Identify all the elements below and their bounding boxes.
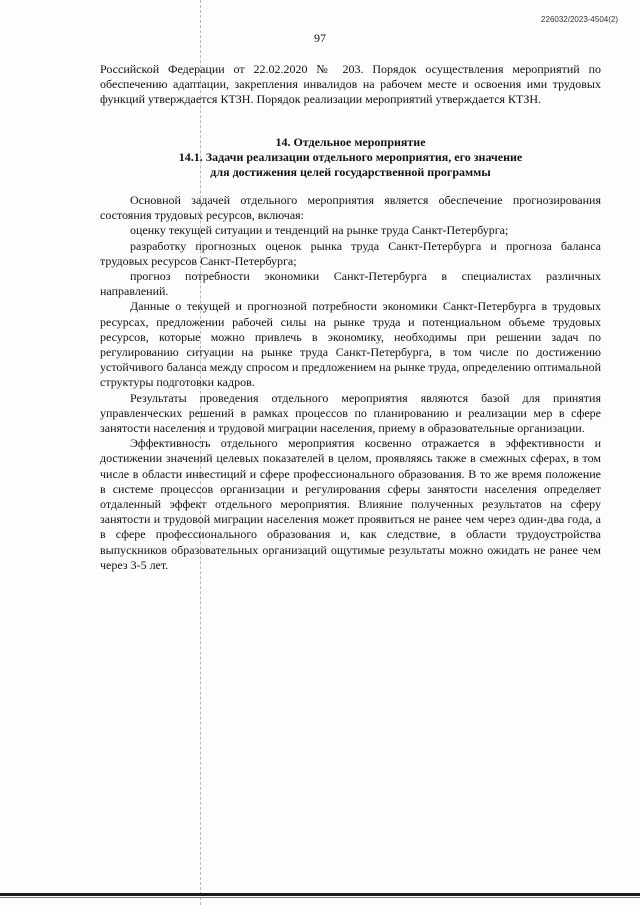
section-title: 14. Отдельное мероприятие xyxy=(275,135,426,149)
paragraph: Эффективность отдельного мероприятия косвенно отражается в эффективности и достижении значений целевых показателей в целом, проявляясь также в смежных сферах, в том числе в области инвестиций и сфере профессионального образования. В то же время положение в системе процессов организации и регулирования сферы занятости населения определяет отдаленный эффект отдельного мероприятия. Влияние полученных результатов на сферу занятости и трудовой миграции населения может проявиться не ранее чем через один-два года, а в сфере профессионального образования и, как следствие, в области трудоустройства выпускников образовательных организаций ощутимые результаты можно ожидать не ранее чем через 3-5 лет. xyxy=(100,436,601,572)
subsection-title-line2: для достижения целей государственной программы xyxy=(210,165,491,179)
intro-paragraph: Российской Федерации от 22.02.2020 № 203. Порядок осуществления мероприятий по обеспечению адаптации, закрепления инвалидов на рабочем месте и освоения ими трудовых функций утверждается КТЗН. Порядок реализации мероприятий утверждается КТЗН. xyxy=(100,62,601,107)
section-body xyxy=(100,193,601,573)
paragraph: Данные о текущей и прогнозной потребности экономики Санкт-Петербурга в трудовых ресурсах, предложении рабочей силы на рынке труда и потенциальном объеме трудовых ресурсов, которые можно привлечь в экономику, необходимы при решении задач по регулированию ситуации на рынке труда Санкт-Петербурга, в том числе по достижению устойчивого баланса между спросом и предложением на рынке труда, определению оптимальной структуры подготовки кадров. xyxy=(100,299,601,390)
intro-text xyxy=(100,62,601,108)
paragraph: Результаты проведения отдельного мероприятия являются базой для принятия управленческих решений в рамках процессов по планированию и реализации мер в сфере занятости населения и трудовой миграции населения, приему в образовательные организации. xyxy=(100,390,601,436)
page-number: 97 xyxy=(314,31,326,45)
subsection-title-line1: 14.1. Задачи реализации отдельного мероприятия, его значение xyxy=(178,150,523,164)
paragraph: разработку прогнозных оценок рынка труда Санкт-Петербурга и прогноза баланса трудовых ресурсов Санкт-Петербурга; xyxy=(100,238,601,268)
scan-bottom-edge xyxy=(0,893,640,896)
paragraph: прогноз потребности экономики Санкт-Петербурга в специалистах различных направлений. xyxy=(100,269,601,299)
paragraph: Основной задачей отдельного мероприятия является обеспечение прогнозирования состояния трудовых ресурсов, включая: xyxy=(100,193,601,223)
document-id: 226032/2023-4504(2) xyxy=(541,15,618,24)
scan-bottom-edge-shadow xyxy=(0,897,640,898)
paragraph: оценку текущей ситуации и тенденций на рынке труда Санкт-Петербурга; xyxy=(130,223,509,238)
